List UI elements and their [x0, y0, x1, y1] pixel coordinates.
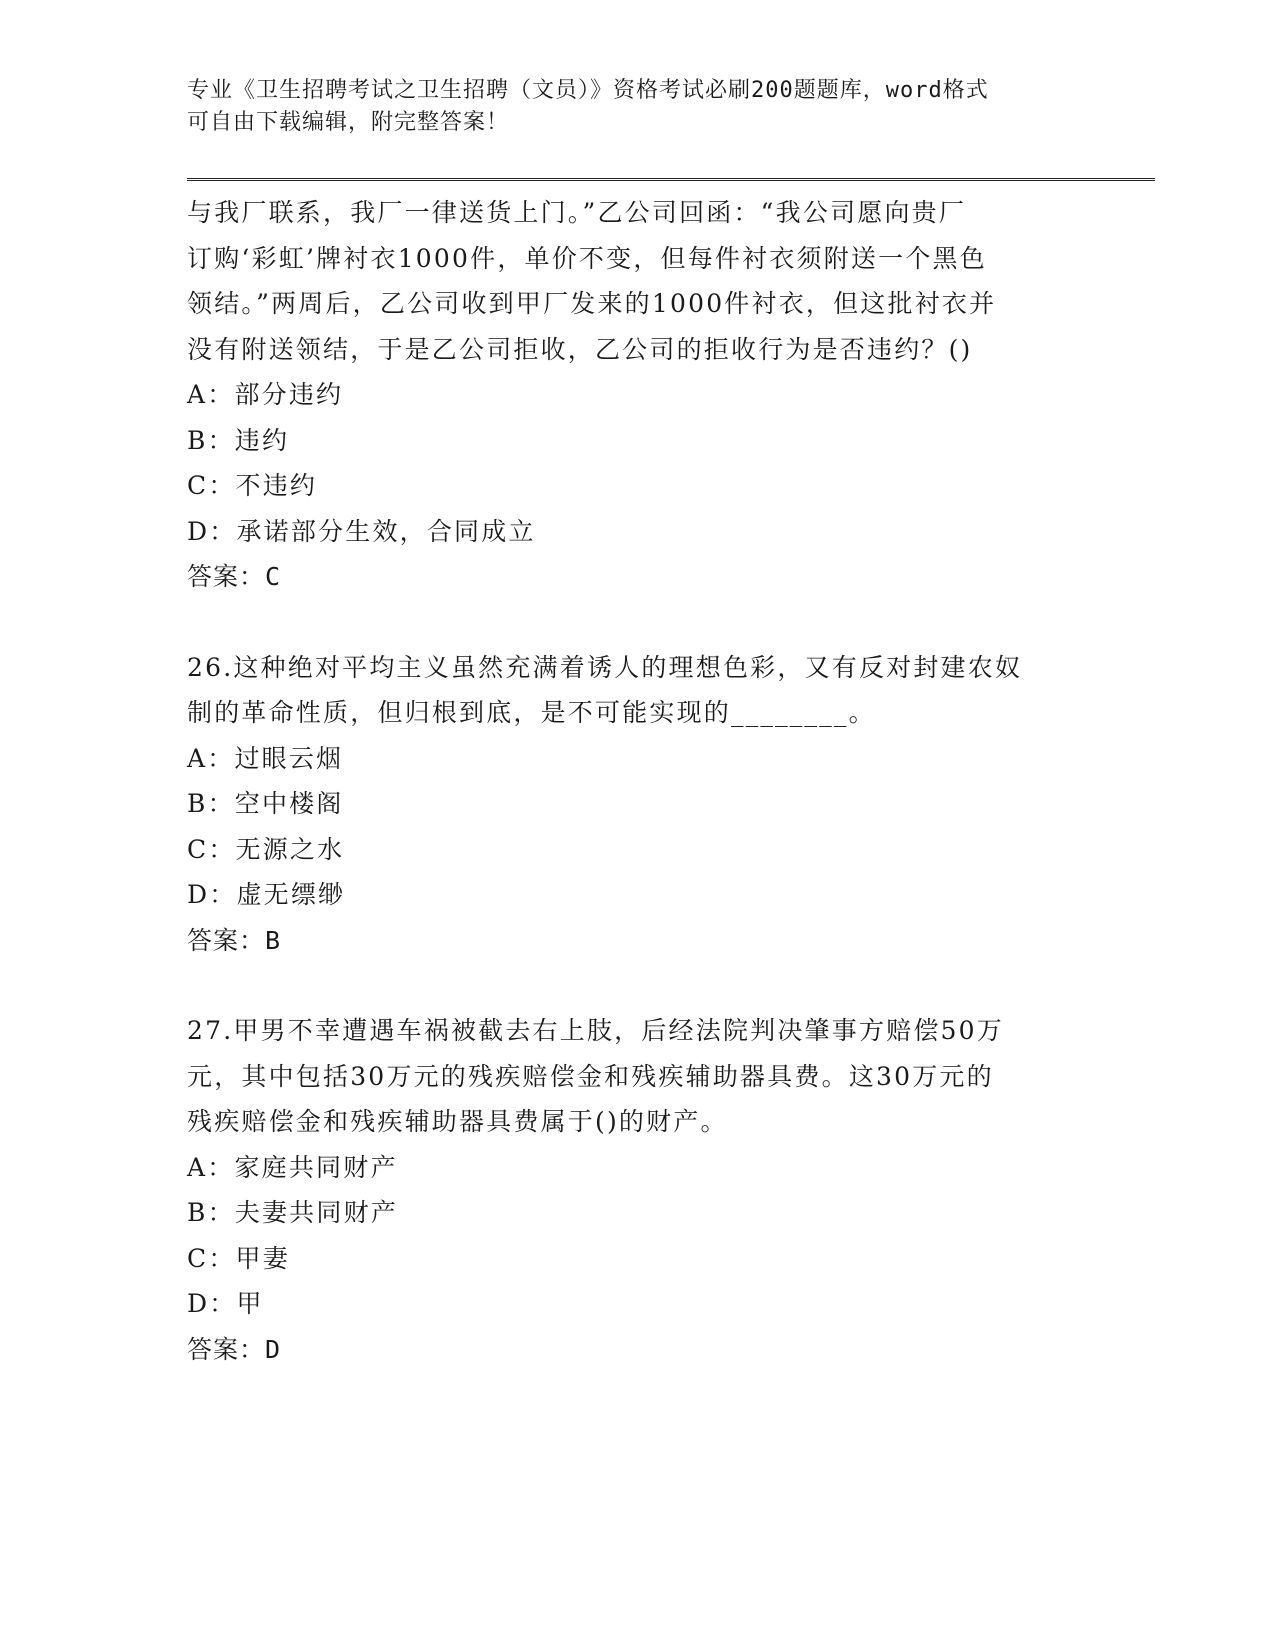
spacer — [187, 963, 1087, 1008]
answer-line: 答案：C — [187, 562, 282, 591]
answer-line: 答案：B — [187, 925, 282, 955]
document-body — [187, 190, 1087, 1372]
answer-line: 答案：D — [187, 1334, 282, 1364]
document-header — [187, 75, 1087, 139]
question-stem-line: 领结。”两周后，乙公司收到甲厂发来的1000件衬衣，但这批衬衣并 — [187, 289, 997, 318]
option-d: D：承诺部分生效，合同成立 — [187, 516, 536, 546]
option-b: B：夫妻共同财产 — [187, 1198, 398, 1227]
question-26 — [187, 645, 1087, 964]
question-27 — [187, 1008, 1087, 1372]
question-stem-line: 制的革命性质，但归根到底，是不可能实现的________。 — [187, 698, 876, 727]
header-title-line-1: 专业《卫生招聘考试之卫生招聘（文员）》资格考试必刷200题题库，word格式 — [187, 78, 989, 103]
option-c: C：无源之水 — [187, 834, 345, 864]
option-a: A：部分违约 — [187, 380, 344, 409]
option-b: B：空中楼阁 — [187, 789, 344, 818]
question-25 — [187, 190, 1087, 600]
option-d: D：甲 — [187, 1289, 264, 1318]
header-divider — [187, 178, 1155, 181]
option-a: A：过眼云烟 — [187, 743, 344, 773]
option-a: A：家庭共同财产 — [187, 1152, 398, 1182]
option-b: B：违约 — [187, 425, 290, 455]
question-stem-line: 订购‘彩虹’牌衬衣1000件，单价不变，但每件衬衣须附送一个黑色 — [187, 243, 987, 273]
question-stem-line: 与我厂联系，我厂一律送货上门。”乙公司回函：“我公司愿向贵厂 — [187, 198, 967, 227]
option-c: C：甲妻 — [187, 1243, 290, 1273]
question-stem-line: 26.这种绝对平均主义虽然充满着诱人的理想色彩，又有反对封建农奴 — [187, 652, 1023, 682]
header-title-line-2: 可自由下载编辑，附完整答案！ — [187, 110, 510, 135]
question-stem-line: 27.甲男不幸遭遇车祸被截去右上肢，后经法院判决肇事方赔偿50万 — [187, 1016, 1004, 1045]
option-c: C：不违约 — [187, 471, 318, 500]
spacer — [187, 600, 1087, 645]
question-stem-line: 残疾赔偿金和残疾辅助器具费属于()的财产。 — [187, 1107, 728, 1136]
question-stem-line: 没有附送领结，于是乙公司拒收，乙公司的拒收行为是否违约？() — [187, 334, 973, 364]
option-d: D：虚无缥缈 — [187, 880, 346, 909]
question-stem-line: 元，其中包括30万元的残疾赔偿金和残疾辅助器具费。这30万元的 — [187, 1061, 994, 1091]
